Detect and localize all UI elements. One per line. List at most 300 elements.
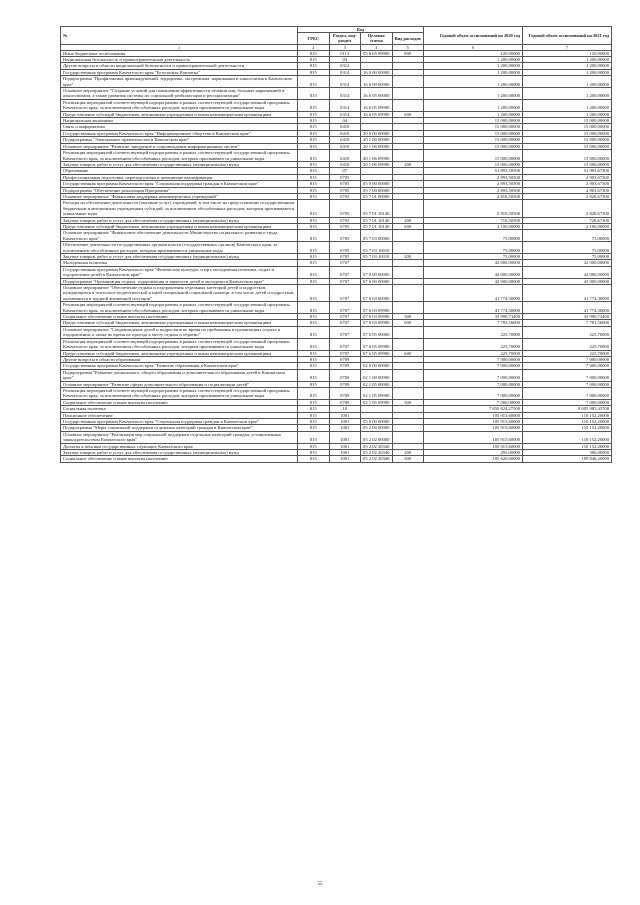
row-vol-2020-cell: 33 990,73400 — [424, 314, 523, 320]
row-grbs-cell: 815 — [298, 254, 330, 260]
table-body — [61, 50, 612, 462]
row-grbs-cell: 815 — [298, 314, 330, 320]
row-grbs-cell: 815 — [298, 387, 330, 399]
row-razdel-cell: 07 — [329, 168, 361, 174]
row-name-cell: Предоставление субсидий бюджетным, автономным учреждениям и иным некоммерческим организациям — [61, 111, 298, 117]
table-row — [61, 266, 612, 278]
row-celevaya-cell: 20 1 06 09990 — [361, 150, 393, 162]
document-page — [60, 26, 612, 463]
row-razdel-cell: 0705 — [329, 174, 361, 180]
row-name-cell: Подпрограмма "Электронное правительство в Камчатском крае" — [61, 137, 298, 143]
row-vid-cell — [392, 266, 424, 278]
col-number: 3 — [329, 44, 361, 50]
row-vol-2020-cell: 41 774,30000 — [424, 285, 523, 302]
row-vol-2021-cell: 1 200,00000 — [523, 88, 612, 100]
row-celevaya-cell: 05 2 00 00000 — [361, 425, 393, 431]
row-vol-2020-cell: 15 000,00000 — [424, 118, 523, 124]
row-vol-2020-cell: 42 000,00000 — [424, 266, 523, 278]
row-razdel-cell: 0314 — [329, 111, 361, 117]
row-vol-2021-cell: 110 152,20000 — [523, 418, 612, 424]
row-vol-2020-cell: 7 000,00000 — [424, 369, 523, 381]
row-name-cell: Реализация мероприятий соответствующей подпрограммы в рамках соответствующей государственной программы Камчатского края, за исключением обособленных расходов, которым присваиваются уникальные коды — [61, 338, 298, 350]
row-vid-cell: 200 — [392, 161, 424, 167]
row-vol-2020-cell: 1 200,00000 — [424, 88, 523, 100]
row-vol-2020-cell: 75,00000 — [424, 242, 523, 254]
row-razdel-cell: 0314 — [329, 99, 361, 111]
row-celevaya-cell: 16 0 00 00000 — [361, 69, 393, 75]
row-vol-2021-cell: 7 000,00000 — [523, 399, 612, 405]
row-grbs-cell: 815 — [298, 88, 330, 100]
row-vol-2021-cell: 225,70000 — [523, 326, 612, 338]
row-grbs-cell: 815 — [298, 217, 330, 223]
row-vol-2020-cell: 1 200,00000 — [424, 99, 523, 111]
row-vid-cell: 600 — [392, 223, 424, 229]
row-vol-2021-cell: 110 152,20000 — [523, 431, 612, 443]
row-grbs-cell: 815 — [298, 443, 330, 449]
row-celevaya-cell: 05 7 03 00000 — [361, 230, 393, 242]
row-vol-2021-cell: 33 990,73400 — [523, 314, 612, 320]
row-celevaya-cell: 02 0 00 00000 — [361, 363, 393, 369]
row-razdel-cell: 0707 — [329, 278, 361, 284]
row-vid-cell: 600 — [392, 350, 424, 356]
row-vol-2020-cell: 2 818,50500 — [424, 193, 523, 199]
row-vol-2021-cell: 15 000,00000 — [523, 130, 612, 136]
row-grbs-cell: 815 — [298, 278, 330, 284]
page-number: 55 — [317, 882, 323, 887]
row-vol-2020-cell: 7 783,56600 — [424, 320, 523, 326]
row-celevaya-cell: 05 7 01 10140 — [361, 223, 393, 229]
row-vol-2020-cell: 7 000,00000 — [424, 381, 523, 387]
row-vol-2021-cell: 306,00000 — [523, 450, 612, 456]
row-grbs-cell: 815 — [298, 381, 330, 387]
row-vol-2021-cell: 109 846,20000 — [523, 456, 612, 462]
row-name-cell: Реализация мероприятий соответствующей подпрограммы в рамках соответствующей государственной программы Камчатского края, за исключением обособленных расходов, которым присваиваются уникальные коды — [61, 150, 298, 162]
row-celevaya-cell: 05 2 02 00000 — [361, 431, 393, 443]
row-name-cell: Образование — [61, 168, 298, 174]
row-vid-cell — [392, 200, 424, 217]
row-celevaya-cell: 05 2 02 20340 — [361, 450, 393, 456]
row-name-cell: Основное мероприятие "Обеспечение отдыха и оздоровления отдельных категорий детей и подростков, нуждающихся в психолого-педагогической и иной специальной социальной помощи, в том числе детей и подростков, оказавшихся в трудной жизненной ситуации" — [61, 285, 298, 302]
row-vol-2020-cell: 120,00000 — [424, 50, 523, 56]
row-vol-2021-cell: 2 828,67300 — [523, 193, 612, 199]
table-row — [61, 456, 612, 462]
row-name-cell: Государственная программа Камчатского края "Социальная поддержка граждан в Камчатском крае" — [61, 418, 298, 424]
row-grbs-cell: 815 — [298, 50, 330, 56]
row-vol-2020-cell: 15 000,00000 — [424, 124, 523, 130]
row-vol-2020-cell: 75,00000 — [424, 254, 523, 260]
row-grbs-cell: 815 — [298, 418, 330, 424]
row-vol-2020-cell: 105 915,60000 — [424, 412, 523, 418]
row-celevaya-cell: 05 6 05 09990 — [361, 50, 393, 56]
row-vol-2020-cell: 7 000,00000 — [424, 387, 523, 399]
row-name-cell: Основное мероприятие "Создание условий для повышения эффективности лечения лиц, больных наркоманией и алкоголизмом, а также развития системы их социальной реабилитации и ресоциализации" — [61, 88, 298, 100]
row-vol-2021-cell: 15 000,00000 — [523, 150, 612, 162]
row-vol-2020-cell: 2 893,50500 — [424, 187, 523, 193]
row-vol-2020-cell: 295,00000 — [424, 450, 523, 456]
row-vol-2021-cell: 1 200,00000 — [523, 99, 612, 111]
row-razdel-cell: 0709 — [329, 381, 361, 387]
row-vol-2021-cell: 225,70000 — [523, 350, 612, 356]
row-name-cell: Национальная безопасность и правоохранительная деятельность — [61, 57, 298, 63]
row-razdel-cell: 0410 — [329, 137, 361, 143]
col-number: 1 — [61, 44, 298, 50]
row-vid-cell: 200 — [392, 450, 424, 456]
row-vol-2020-cell: 51 893,50500 — [424, 168, 523, 174]
row-razdel-cell: 0113 — [329, 50, 361, 56]
row-razdel-cell: 0705 — [329, 200, 361, 217]
header-grbs: ГРБС — [298, 33, 330, 44]
row-grbs-cell: 815 — [298, 69, 330, 75]
row-celevaya-cell: 16 6 00 00000 — [361, 76, 393, 88]
row-vol-2020-cell: 1 200,00000 — [424, 69, 523, 75]
budget-table — [60, 26, 612, 463]
row-grbs-cell: 815 — [298, 425, 330, 431]
row-vol-2021-cell: 728,67300 — [523, 217, 612, 223]
row-vol-2020-cell: 105 915,60000 — [424, 431, 523, 443]
row-vol-2021-cell: 2 903,67300 — [523, 174, 612, 180]
row-razdel-cell: 0314 — [329, 76, 361, 88]
row-grbs-cell: 815 — [298, 111, 330, 117]
row-celevaya-cell: 07 0 00 00000 — [361, 266, 393, 278]
row-grbs-cell: 815 — [298, 150, 330, 162]
row-vid-cell — [392, 285, 424, 302]
row-grbs-cell: 815 — [298, 161, 330, 167]
row-celevaya-cell: 05 7 01 00000 — [361, 193, 393, 199]
row-name-cell: Основное мероприятие "Реализация мер социальной поддержки отдельных категорий граждан, установленных законодательством Камчатского края" — [61, 431, 298, 443]
row-celevaya-cell: 05 0 00 00000 — [361, 418, 393, 424]
row-razdel-cell: 1001 — [329, 418, 361, 424]
header-vid: Вид расходов — [392, 33, 424, 44]
row-vid-cell: 300 — [392, 399, 424, 405]
row-razdel-cell: 10 — [329, 406, 361, 412]
row-grbs-cell: 815 — [298, 356, 330, 362]
row-grbs-cell: 815 — [298, 412, 330, 418]
row-grbs-cell: 815 — [298, 450, 330, 456]
row-name-cell: Подпрограмма "Меры социальной поддержки отдельных категорий граждан в Камчатском крае" — [61, 425, 298, 431]
header-vol-2020: Годовой объем ассигнований на 2020 год — [424, 27, 523, 45]
row-celevaya-cell: 20 1 00 00000 — [361, 137, 393, 143]
row-vid-cell — [392, 431, 424, 443]
row-razdel-cell: 0705 — [329, 181, 361, 187]
row-vid-cell — [392, 76, 424, 88]
row-grbs-cell: 815 — [298, 99, 330, 111]
row-name-cell: Подпрограмма "Профилактика правонарушений, терроризма, экстремизма, наркомании и алкоголизма в Камчатском крае" — [61, 76, 298, 88]
row-vol-2021-cell: 2 828,67300 — [523, 200, 612, 217]
row-name-cell: Государственная программа Камчатского края "Физическая культура, спорт, молодежная политика, отдых и оздоровление детей в Камчатском крае" — [61, 266, 298, 278]
row-vol-2021-cell: 7 783,56600 — [523, 320, 612, 326]
row-grbs-cell: 815 — [298, 118, 330, 124]
row-vid-cell: 200 — [392, 254, 424, 260]
row-vol-2021-cell: 15 000,00000 — [523, 118, 612, 124]
row-vid-cell — [392, 88, 424, 100]
row-razdel-cell: 1001 — [329, 412, 361, 418]
row-vol-2021-cell: 1 200,00000 — [523, 57, 612, 63]
row-vol-2021-cell: 7 000,00000 — [523, 356, 612, 362]
row-vol-2021-cell: 225,70000 — [523, 338, 612, 350]
row-vol-2021-cell: 110 152,20000 — [523, 425, 612, 431]
row-name-cell: Реализация мероприятий соответствующей подпрограммы в рамках соответствующей государственной программы Камчатского края, за исключением обособленных расходов, которым присваиваются уникальные коды — [61, 99, 298, 111]
row-vol-2021-cell: 110 152,20000 — [523, 443, 612, 449]
row-name-cell: Закупка товаров, работ и услуг для обеспечения государственных (муниципальных) нужд — [61, 450, 298, 456]
row-name-cell: Связь и информатика — [61, 124, 298, 130]
row-name-cell: Социальное обеспечение и иные выплаты населению — [61, 456, 298, 462]
row-celevaya-cell: 20 0 00 00000 — [361, 130, 393, 136]
row-vol-2021-cell: 15 000,00000 — [523, 161, 612, 167]
table-row — [61, 88, 612, 100]
row-celevaya-cell: 05 2 02 20340 — [361, 456, 393, 462]
row-grbs-cell: 815 — [298, 57, 330, 63]
row-grbs-cell: 815 — [298, 431, 330, 443]
row-razdel-cell: 0410 — [329, 150, 361, 162]
row-name-cell: Основное мероприятие "Финансовое обеспечение деятельности Министерства социального развития и труда Камчатского края" — [61, 230, 298, 242]
row-vol-2020-cell: 7 000,00000 — [424, 363, 523, 369]
col-number: 5 — [392, 44, 424, 50]
row-name-cell: Другие вопросы в области образования — [61, 356, 298, 362]
row-vol-2021-cell: 51 903,67300 — [523, 168, 612, 174]
row-celevaya-cell: 07 6 05 00000 — [361, 326, 393, 338]
row-grbs-cell: 815 — [298, 406, 330, 412]
row-name-cell: Реализация мероприятий соответствующей подпрограммы в рамках соответствующей государственной программы Камчатского края, за исключением обособленных расходов, которым присваиваются уникальные коды — [61, 302, 298, 314]
row-vol-2020-cell: 105 620,60000 — [424, 456, 523, 462]
row-razdel-cell: 0314 — [329, 88, 361, 100]
row-vid-cell — [392, 338, 424, 350]
row-vol-2020-cell: 2 100,00000 — [424, 223, 523, 229]
row-vol-2020-cell: 1 200,00000 — [424, 57, 523, 63]
row-grbs-cell: 815 — [298, 223, 330, 229]
row-vol-2020-cell: 75,00000 — [424, 230, 523, 242]
row-grbs-cell: 815 — [298, 174, 330, 180]
row-vol-2020-cell: 225,70000 — [424, 338, 523, 350]
row-razdel-cell: 0707 — [329, 285, 361, 302]
row-vid-cell — [392, 99, 424, 111]
table-row — [61, 302, 612, 314]
table-row — [61, 285, 612, 302]
row-razdel-cell: 0705 — [329, 187, 361, 193]
row-vol-2020-cell: 41 774,30000 — [424, 302, 523, 314]
row-celevaya-cell: 02 1 00 00000 — [361, 369, 393, 381]
row-name-cell: Национальная экономика — [61, 118, 298, 124]
row-razdel-cell: 0705 — [329, 230, 361, 242]
row-razdel-cell: 0707 — [329, 266, 361, 278]
row-name-cell: Предоставление субсидий бюджетным, автономным учреждениям и иным некоммерческим организациям — [61, 223, 298, 229]
row-vol-2020-cell: 7 000,00000 — [424, 356, 523, 362]
row-vol-2021-cell: 110 152,20000 — [523, 412, 612, 418]
row-vid-cell: 600 — [392, 320, 424, 326]
row-name-cell: Социальная политика — [61, 406, 298, 412]
row-vol-2021-cell: 1 200,00000 — [523, 63, 612, 69]
row-razdel-cell: 0707 — [329, 326, 361, 338]
row-name-cell: Подпрограмма "Развитие дошкольного, общего образования и дополнительного образования детей в Камчатском крае" — [61, 369, 298, 381]
row-celevaya-cell: 16 6 05 00000 — [361, 88, 393, 100]
row-name-cell: Молодежная политика — [61, 260, 298, 266]
row-grbs-cell: 815 — [298, 187, 330, 193]
row-grbs-cell: 815 — [298, 63, 330, 69]
row-celevaya-cell: 05 0 00 00000 — [361, 181, 393, 187]
row-razdel-cell: 0707 — [329, 302, 361, 314]
row-razdel-cell: 0709 — [329, 387, 361, 399]
table-row — [61, 338, 612, 350]
row-celevaya-cell: 20 1 06 00000 — [361, 143, 393, 149]
row-name-cell: Другие вопросы в области национальной безопасности и правоохранительной деятельности — [61, 63, 298, 69]
table-row — [61, 76, 612, 88]
row-vol-2021-cell: 7 000,00000 — [523, 387, 612, 399]
row-vid-cell — [392, 387, 424, 399]
row-razdel-cell: 0709 — [329, 399, 361, 405]
row-razdel-cell: 0410 — [329, 124, 361, 130]
row-name-cell: Основное мероприятие "Развитие сферы дополнительного образования и социализации детей" — [61, 381, 298, 387]
row-vol-2021-cell: 2 903,67300 — [523, 181, 612, 187]
row-name-cell: Реализация мероприятий соответствующей подпрограммы в рамках соответствующей государственной программы Камчатского края, за исключением обособленных расходов, которым присваиваются уникальные коды — [61, 387, 298, 399]
table-row — [61, 242, 612, 254]
row-vol-2020-cell: 1 200,00000 — [424, 111, 523, 117]
row-celevaya-cell: 02 1 05 09990 — [361, 387, 393, 399]
row-name-cell: Государственная программа Камчатского края "Безопасная Камчатка" — [61, 69, 298, 75]
row-vol-2020-cell: 42 000,00000 — [424, 260, 523, 266]
row-vol-2021-cell: 8 005 985,43700 — [523, 406, 612, 412]
row-vid-cell: 800 — [392, 50, 424, 56]
row-name-cell: Государственная программа Камчатского края "Информационное общество в Камчатском крае" — [61, 130, 298, 136]
row-grbs-cell: 815 — [298, 260, 330, 266]
row-vol-2020-cell: 42 000,00000 — [424, 278, 523, 284]
row-celevaya-cell: 07 6 05 09990 — [361, 338, 393, 350]
row-razdel-cell: 1001 — [329, 456, 361, 462]
row-celevaya-cell: 02 1 05 09990 — [361, 399, 393, 405]
row-razdel-cell: 0410 — [329, 161, 361, 167]
col-number: 2 — [298, 44, 330, 50]
row-grbs-cell: 815 — [298, 200, 330, 217]
row-vol-2020-cell: 105 915,60000 — [424, 443, 523, 449]
row-name-cell: Пенсионное обеспечение — [61, 412, 298, 418]
table-row — [61, 431, 612, 443]
row-celevaya-cell: 07 6 00 00000 — [361, 278, 393, 284]
table-row — [61, 99, 612, 111]
row-celevaya-cell: 07 6 03 09990 — [361, 320, 393, 326]
col-number: 7 — [523, 44, 612, 50]
row-vol-2020-cell: 105 915,60000 — [424, 425, 523, 431]
row-razdel-cell: 1001 — [329, 450, 361, 456]
row-vol-2021-cell: 42 000,00000 — [523, 278, 612, 284]
row-vol-2020-cell: 7 000,00000 — [424, 399, 523, 405]
row-razdel-cell: 0314 — [329, 63, 361, 69]
row-name-cell: Закупка товаров, работ и услуг для обеспечения государственных (муниципальных) нужд — [61, 254, 298, 260]
row-vol-2021-cell: 41 774,30000 — [523, 285, 612, 302]
row-razdel-cell: 0410 — [329, 143, 361, 149]
row-vol-2021-cell: 75,00000 — [523, 254, 612, 260]
row-grbs-cell: 815 — [298, 350, 330, 356]
row-name-cell: Закупка товаров, работ и услуг для обеспечения государственных (муниципальных) нужд — [61, 161, 298, 167]
row-vid-cell — [392, 150, 424, 162]
row-razdel-cell: 0410 — [329, 130, 361, 136]
row-vol-2021-cell: 7 000,00000 — [523, 381, 612, 387]
row-razdel-cell: 1001 — [329, 425, 361, 431]
row-name-cell: Закупка товаров, работ и услуг для обеспечения государственных (муниципальных) нужд — [61, 217, 298, 223]
row-grbs-cell: 815 — [298, 130, 330, 136]
row-grbs-cell: 815 — [298, 285, 330, 302]
row-grbs-cell: 815 — [298, 242, 330, 254]
row-celevaya-cell: 07 6 03 09990 — [361, 302, 393, 314]
row-vol-2020-cell: 2 893,50500 — [424, 181, 523, 187]
row-razdel-cell: 0707 — [329, 320, 361, 326]
header-razdel: Раздел, под-раздел — [329, 33, 361, 44]
table-row — [61, 326, 612, 338]
row-celevaya-cell: 05 7 01 10140 — [361, 217, 393, 223]
row-name-cell: Основное мероприятие "Финансовая поддержка некоммерческих учреждений" — [61, 193, 298, 199]
row-celevaya-cell: 05 7 03 10010 — [361, 242, 393, 254]
row-name-cell: Иные бюджетные ассигнования — [61, 50, 298, 56]
row-razdel-cell: 0705 — [329, 223, 361, 229]
row-celevaya-cell: 07 6 03 09990 — [361, 314, 393, 320]
header-num: № — [61, 27, 298, 45]
row-vol-2021-cell: 75,00000 — [523, 230, 612, 242]
row-vid-cell: 200 — [392, 217, 424, 223]
row-vol-2020-cell: 225,70000 — [424, 350, 523, 356]
row-vol-2021-cell: 75,00000 — [523, 242, 612, 254]
row-grbs-cell: 815 — [298, 338, 330, 350]
row-razdel-cell: 1001 — [329, 443, 361, 449]
row-razdel-cell: 0709 — [329, 363, 361, 369]
header-celevaya: Целевая статья — [361, 33, 393, 44]
header-code-group: Код — [298, 27, 424, 33]
row-vol-2020-cell: 105 915,60000 — [424, 418, 523, 424]
row-name-cell: Доплаты к пенсиям государственных служащих Камчатского края — [61, 443, 298, 449]
row-vid-cell — [392, 369, 424, 381]
row-grbs-cell: 815 — [298, 266, 330, 278]
row-grbs-cell: 815 — [298, 363, 330, 369]
row-celevaya-cell: 02 1 05 00000 — [361, 381, 393, 387]
row-celevaya-cell: 16 6 05 09990 — [361, 99, 393, 111]
row-name-cell: Предоставление субсидий бюджетным, автономным учреждениям и иным некоммерческим организациям — [61, 350, 298, 356]
row-vid-cell — [392, 242, 424, 254]
row-celevaya-cell: 20 1 06 09990 — [361, 161, 393, 167]
row-razdel-cell: 0707 — [329, 338, 361, 350]
row-name-cell: Расходы на обеспечение деятельности (оказание услуг) учреждений, в том числе на предоставление государственным бюджетным и автономным учреждениям субсидий, за исключением обособленных расходов, которым присваиваются уникальные коды — [61, 200, 298, 217]
row-name-cell: Государственная программа Камчатского края "Развитие образования в Камчатском крае" — [61, 363, 298, 369]
row-vid-cell: 600 — [392, 111, 424, 117]
row-celevaya-cell: 05 7 00 00000 — [361, 187, 393, 193]
row-grbs-cell: 815 — [298, 320, 330, 326]
row-razdel-cell: 0709 — [329, 356, 361, 362]
row-vol-2020-cell: 225,70000 — [424, 326, 523, 338]
row-vol-2021-cell: 2 903,67300 — [523, 187, 612, 193]
row-celevaya-cell: 05 7 01 10140 — [361, 200, 393, 217]
row-name-cell: Основное мероприятие "Развитие, внедрение и сопровождение информационных систем" — [61, 143, 298, 149]
header-vol-2021: Годовой объем ассигнований на 2021 год — [523, 27, 612, 45]
row-name-cell: Профессиональная подготовка, переподготовка и повышение квалификации — [61, 174, 298, 180]
row-grbs-cell: 815 — [298, 181, 330, 187]
row-vol-2021-cell: 42 000,00000 — [523, 260, 612, 266]
row-razdel-cell: 0705 — [329, 217, 361, 223]
row-grbs-cell: 815 — [298, 143, 330, 149]
row-vol-2021-cell: 41 774,30000 — [523, 302, 612, 314]
table-row — [61, 230, 612, 242]
table-row — [61, 150, 612, 162]
row-razdel-cell: 0705 — [329, 193, 361, 199]
row-vol-2021-cell: 15 000,00000 — [523, 143, 612, 149]
row-vol-2021-cell: 15 000,00000 — [523, 124, 612, 130]
row-name-cell: Социальное обеспечение и иные выплаты населению — [61, 399, 298, 405]
row-celevaya-cell: 05 7 03 10010 — [361, 254, 393, 260]
row-vol-2020-cell: 1 200,00000 — [424, 63, 523, 69]
row-vid-cell — [392, 302, 424, 314]
row-razdel-cell: 0707 — [329, 350, 361, 356]
row-vol-2021-cell: 1 200,00000 — [523, 76, 612, 88]
row-grbs-cell: 815 — [298, 302, 330, 314]
row-razdel-cell: 0707 — [329, 260, 361, 266]
row-celevaya-cell: 07 6 05 09990 — [361, 350, 393, 356]
row-grbs-cell: 815 — [298, 124, 330, 130]
row-vid-cell — [392, 230, 424, 242]
row-grbs-cell: 815 — [298, 369, 330, 381]
